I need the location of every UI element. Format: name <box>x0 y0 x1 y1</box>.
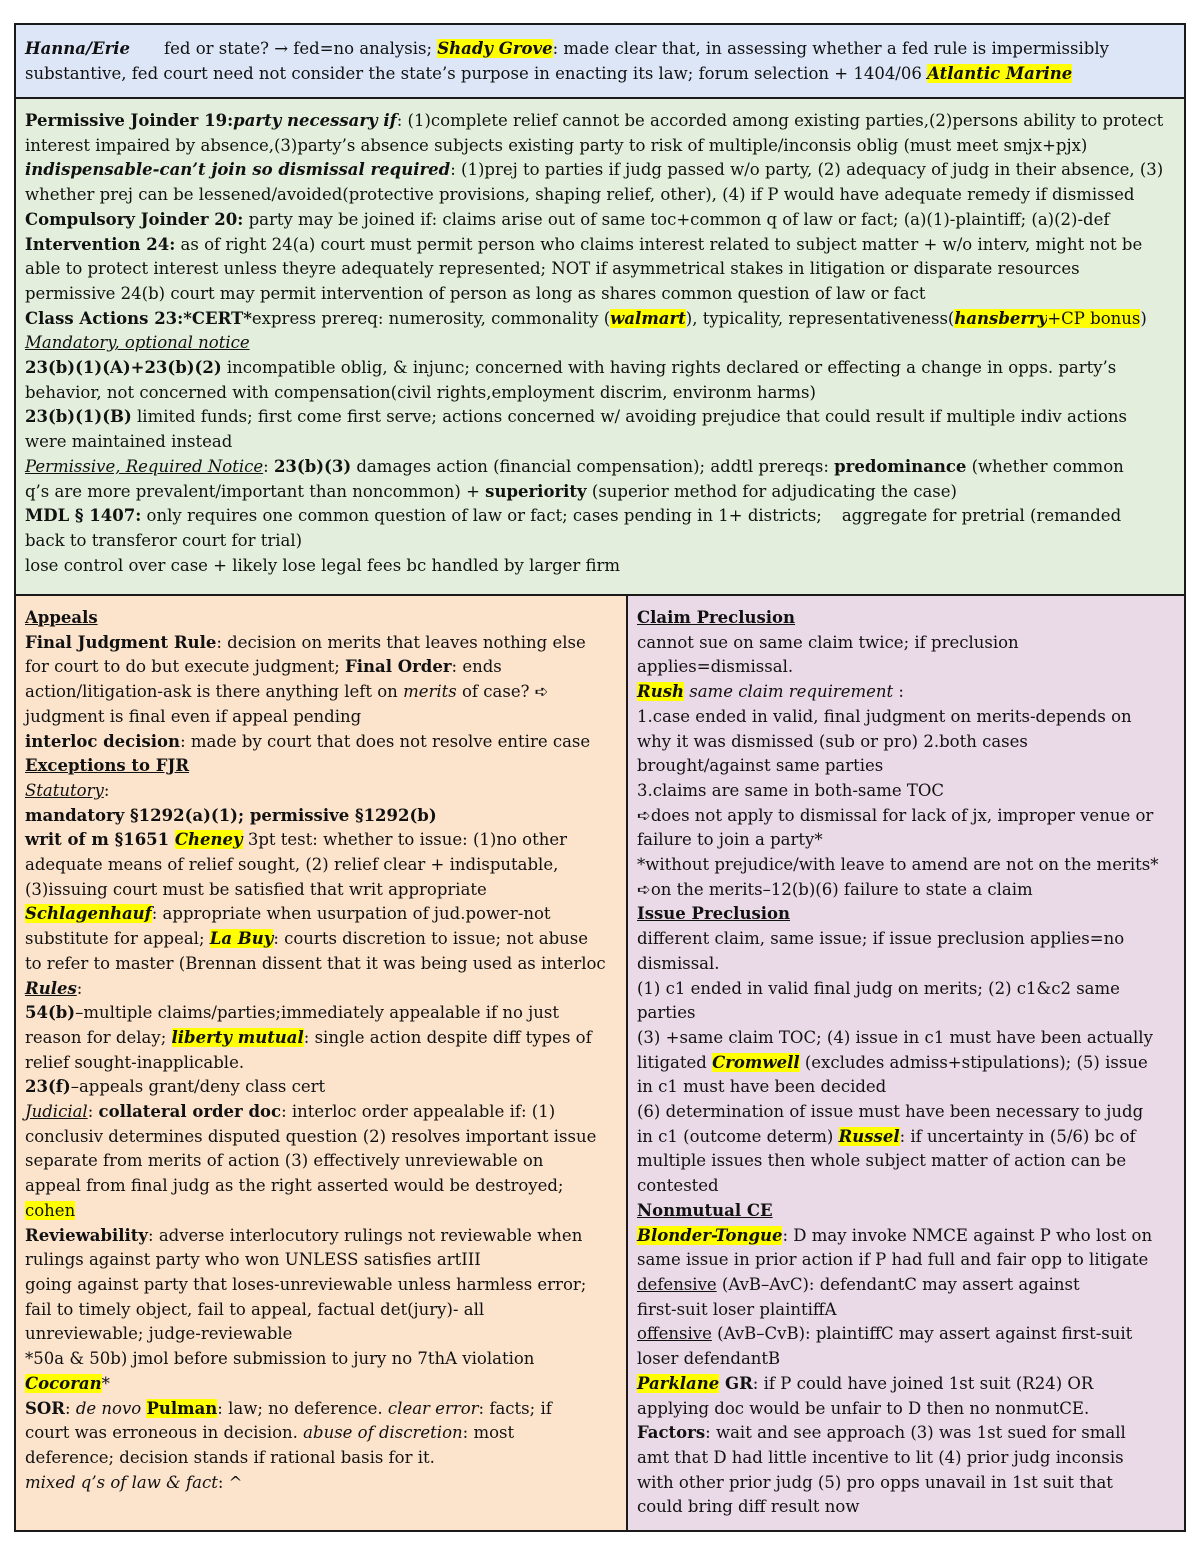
text-run: SOR <box>25 1398 66 1418</box>
text-run: Reviewability <box>25 1225 149 1245</box>
text-run: only requires one common question of law or fact; cases pending in 1+ districts; <box>141 506 822 526</box>
text-line <box>25 282 1176 307</box>
text-run: applying doc would be unfair to D then no nonmutCE. <box>637 1398 1090 1418</box>
text-line <box>25 529 1176 554</box>
case-name-highlight: Rush <box>637 682 684 702</box>
text-run: interloc decision <box>25 731 181 751</box>
text-run: indispensable-can’t join so dismissal required <box>25 160 451 180</box>
text-line <box>637 853 1176 878</box>
text-run: –appeals grant/deny class cert <box>70 1077 326 1097</box>
text-run: : ends <box>451 657 502 677</box>
text-run: Nonmutual CE <box>637 1200 773 1220</box>
text-run: applies=dismissal. <box>637 657 794 677</box>
text-line <box>25 1001 618 1026</box>
text-line <box>637 1174 1176 1199</box>
text-run: with other prior judg (5) pro opps unavail in 1st suit that <box>637 1472 1113 1492</box>
text-run: unreviewable; judge-reviewable <box>25 1324 293 1344</box>
text-run: : D may invoke NMCE against P who lost on <box>782 1225 1153 1245</box>
text-run: 3pt test: whether to issue: (1)no other <box>242 830 567 850</box>
text-run: 23(b)(1)(A)+23(b)(2) <box>25 358 222 378</box>
text-run: express prereq: numerosity, commonality ( <box>251 308 611 328</box>
text-run: fail to timely object, fail to appeal, factual det(jury)- all <box>25 1299 485 1319</box>
text-line <box>637 878 1176 903</box>
text-run: : if uncertainty in (5/6) bc of <box>899 1126 1136 1146</box>
text-line <box>637 1397 1176 1422</box>
text-run: litigated <box>637 1052 713 1072</box>
text-run: incompatible oblig, & injunc; concerned with having rights declared or effecting a change in opps. party’s <box>221 358 1117 378</box>
text-run: court was erroneous in decision. <box>25 1423 304 1443</box>
text-run: : made clear that, in assessing whether a fed rule is impermissibly <box>552 39 1109 58</box>
text-run: lose control over case + likely lose legal fees bc handled by larger firm <box>25 555 621 575</box>
text-run: * <box>101 1373 110 1393</box>
text-run: : if P could have joined 1st suit (R24) OR <box>752 1373 1094 1393</box>
text-line <box>25 455 1176 480</box>
text-line <box>637 631 1176 656</box>
text-run: of case? ➪ <box>456 682 549 702</box>
text-line <box>25 1421 618 1446</box>
text-run: Factors <box>637 1423 706 1443</box>
text-run: loser defendantB <box>637 1349 781 1369</box>
text-line <box>25 1149 618 1174</box>
text-run: amt that D had little incentive to lit (4) prior judg inconsis <box>637 1447 1124 1467</box>
case-name-highlight: Atlantic Marine <box>927 63 1073 83</box>
text-run: same issue in prior action if P had full and fair opp to litigate <box>637 1250 1149 1270</box>
text-run: Final Judgment Rule <box>25 632 217 652</box>
text-line <box>637 952 1176 977</box>
text-line <box>25 1125 618 1150</box>
text-run: : <box>87 1102 99 1122</box>
text-line <box>25 134 1176 159</box>
text-run: action/litigation-ask is there anything left on <box>25 682 404 702</box>
text-run: : made by court that does not resolve entire case <box>180 731 591 751</box>
text-run: : <box>103 780 110 800</box>
text-run: : <box>76 978 83 998</box>
text-run: Issue Preclusion <box>637 904 791 924</box>
case-name-highlight: +CP bonus <box>1047 308 1141 328</box>
text-run: : <box>263 456 274 476</box>
text-run: were maintained instead <box>25 432 233 452</box>
text-line <box>25 1471 618 1496</box>
text-run: 23(b)(3) <box>273 456 352 476</box>
text-line <box>25 853 618 878</box>
text-line <box>25 331 1176 356</box>
section-hanna-erie <box>16 25 1184 99</box>
text-run: (AvB–CvB): plaintiffC may assert against first-suit <box>711 1324 1133 1344</box>
text-run: : appropriate when usurpation of jud.power-not <box>151 904 551 924</box>
text-line <box>637 828 1176 853</box>
text-line <box>25 480 1176 505</box>
text-line <box>25 927 618 952</box>
text-run: in c1 must have been decided <box>637 1077 887 1097</box>
text-run: predominance <box>834 456 967 476</box>
text-line <box>25 430 1176 455</box>
text-run: : single action despite diff types of <box>303 1027 592 1047</box>
text-line <box>25 208 1176 233</box>
case-name-highlight: Cheney <box>174 830 243 850</box>
text-run: (superior method for adjudicating the case) <box>586 481 957 501</box>
text-run: back to transferor court for trial) <box>25 530 303 550</box>
text-run: permissive 24(b) court may permit intervention of person as long as shares common question of law or fact <box>25 283 926 303</box>
text-line <box>25 233 1176 258</box>
text-line <box>25 356 1176 381</box>
text-run: Appeals <box>25 608 98 627</box>
case-name-highlight: Cromwell <box>712 1052 800 1072</box>
text-run: : most <box>462 1423 515 1443</box>
text-run: party necessary if <box>233 111 397 130</box>
text-run: q’s are more prevalent/important than noncommon) + <box>25 481 486 501</box>
text-run: : decision on merits that leaves nothing else <box>216 632 586 652</box>
text-line <box>637 754 1176 779</box>
text-run: superiority <box>485 481 587 501</box>
text-line <box>25 1397 618 1422</box>
text-run: ➪does not apply to dismissal for lack of jx, improper venue or <box>637 805 1154 825</box>
text-run: Final Order <box>345 657 452 677</box>
text-run: : courts discretion to issue; not abuse <box>273 929 588 949</box>
text-line <box>25 1273 618 1298</box>
text-run: rulings against party who won UNLESS satisfies artIII <box>25 1250 481 1270</box>
text-line <box>25 730 618 755</box>
text-run: why it was dismissed (sub or pro) 2.both cases <box>637 731 1028 751</box>
text-run: (whether common <box>966 456 1124 476</box>
text-line <box>25 1051 618 1076</box>
text-run: : ^ <box>217 1472 243 1492</box>
text-run: separate from merits of action (3) effectively unreviewable on <box>25 1151 544 1171</box>
text-line <box>25 1298 618 1323</box>
text-run: in c1 (outcome determ) <box>637 1126 839 1146</box>
text-run: multiple issues then whole subject matter of action can be <box>637 1151 1127 1171</box>
text-run: whether prej can be lessened/avoided(protective provisions, shaping relief, other), (4) if P would have adequate remedy if dismissed <box>25 185 1135 205</box>
text-run: dismissal. <box>637 953 720 973</box>
text-run: Class Actions 23:*CERT* <box>25 308 252 328</box>
case-name-highlight: Pulman <box>146 1398 218 1418</box>
text-line <box>25 631 618 656</box>
text-line <box>637 1322 1176 1347</box>
text-line <box>25 1100 618 1125</box>
text-line <box>637 730 1176 755</box>
text-line <box>25 183 1176 208</box>
case-name-highlight: Parklane <box>637 1373 720 1393</box>
text-run: Permissive, Required Notice <box>25 456 264 476</box>
text-line <box>25 1446 618 1471</box>
text-line <box>637 1248 1176 1273</box>
text-run: *50a & 50b) jmol before submission to jury no 7thA violation <box>25 1349 535 1369</box>
text-run: : (1)complete relief cannot be accorded among existing parties,(2)persons ability to protect <box>396 111 1164 130</box>
text-line <box>25 381 1176 406</box>
text-run: brought/against same parties <box>637 756 884 776</box>
text-line <box>25 1322 618 1347</box>
text-line <box>25 158 1176 183</box>
text-run: (6) determination of issue must have been necessary to judg <box>637 1102 1144 1122</box>
text-run: different claim, same issue; if issue preclusion applies=no <box>637 929 1125 949</box>
case-name-highlight: La Buy <box>209 929 274 949</box>
text-line <box>25 1199 618 1224</box>
text-run: mixed q’s of law & fact <box>25 1472 218 1492</box>
text-run: ), typicality, representativeness( <box>685 308 955 328</box>
case-name-highlight: hansberry <box>954 308 1048 328</box>
text-run: Rules <box>25 978 77 998</box>
text-run: *without prejudice/with leave to amend are not on the merits* <box>637 855 1159 875</box>
text-run: : interloc order appealable if: (1) <box>281 1102 556 1122</box>
text-run: Exceptions to FJR <box>25 756 190 776</box>
text-run: MDL § 1407: <box>25 506 142 526</box>
text-line <box>25 1075 618 1100</box>
outline-page <box>14 23 1186 1532</box>
text-line <box>25 606 618 631</box>
text-run: 54(b) <box>25 1003 76 1023</box>
text-run: fed or state? → fed=no analysis; <box>164 39 438 58</box>
text-run: behavior, not concerned with compensation(civil rights,employment discrim, environm harms) <box>25 382 816 402</box>
text-run: : law; no deference. <box>217 1398 388 1418</box>
text-line <box>25 257 1176 282</box>
text-run: Statutory <box>25 780 104 800</box>
text-run: defensive <box>637 1274 717 1294</box>
text-run: substitute for appeal; <box>25 929 210 949</box>
text-run: reason for delay; <box>25 1027 172 1047</box>
text-run: going against party that loses-unreviewable unless harmless error; <box>25 1274 587 1294</box>
text-run: could bring diff result now <box>637 1497 860 1517</box>
case-name-highlight: liberty mutual <box>171 1027 304 1047</box>
text-run: substantive, fed court need not consider the state’s purpose in enacting its law; forum selection + 1404/06 <box>25 63 928 83</box>
text-line <box>25 1174 618 1199</box>
text-line <box>25 109 1176 134</box>
text-run: merits <box>403 682 457 702</box>
text-line <box>25 680 618 705</box>
text-run: GR <box>719 1373 753 1393</box>
text-run: able to protect interest unless theyre adequately represented; NOT if asymmetrical stakes in litigation or disparate resources <box>25 259 1080 279</box>
text-run: relief sought-inapplicable. <box>25 1052 245 1072</box>
case-name-highlight: Blonder-Tongue <box>637 1225 783 1245</box>
text-line <box>25 828 618 853</box>
text-line <box>25 307 1176 332</box>
text-run: limited funds; first come first serve; actions concerned w/ avoiding prejudice that could result if multiple indiv actions <box>131 407 1127 427</box>
text-line <box>637 1125 1176 1150</box>
text-line <box>637 902 1176 927</box>
case-name-highlight: Russel <box>838 1126 900 1146</box>
text-run: parties <box>637 1003 696 1023</box>
text-line <box>25 754 618 779</box>
text-line <box>25 804 618 829</box>
text-run: : facts; if <box>478 1398 552 1418</box>
text-run: first-suit loser plaintiffA <box>637 1299 837 1319</box>
text-run: as of right 24(a) court must permit person who claims interest related to subject matter + w/o interv, might not be <box>175 234 1143 254</box>
text-run: : wait and see approach (3) was 1st sued for small <box>705 1423 1126 1443</box>
text-run: ) <box>1140 308 1147 328</box>
text-run: Judicial <box>25 1102 88 1122</box>
text-run: 1.case ended in valid, final judgment on merits-depends on <box>637 706 1132 726</box>
text-run: contested <box>637 1176 719 1196</box>
text-run: 23(f) <box>25 1077 71 1097</box>
text-run: (3)issuing court must be satisfied that writ appropriate <box>25 879 487 899</box>
text-run: deference; decision stands if rational basis for it. <box>25 1447 435 1467</box>
text-line <box>25 1224 618 1249</box>
case-name-highlight: cohen <box>25 1200 76 1220</box>
section-preclusion <box>628 596 1184 1530</box>
text-run: de novo <box>75 1398 142 1418</box>
text-run: failure to join a party* <box>637 830 823 850</box>
text-line <box>25 37 1176 62</box>
text-line <box>25 779 618 804</box>
text-line <box>637 1273 1176 1298</box>
text-line <box>637 1026 1176 1051</box>
case-name-highlight: walmart <box>610 308 686 328</box>
text-line <box>25 554 1176 579</box>
text-run: Permissive Joinder 19: <box>25 111 234 130</box>
text-run: judgment is final even if appeal pending <box>25 706 362 726</box>
text-line <box>25 878 618 903</box>
text-run: ➪on the merits–12(b)(6) failure to state a claim <box>637 879 1033 899</box>
text-run: aggregate for pretrial (remanded <box>841 506 1122 526</box>
text-line <box>637 1100 1176 1125</box>
text-line <box>25 1347 618 1372</box>
text-run: adequate means of relief sought, (2) relief clear + indisputable, <box>25 855 559 875</box>
text-run: Intervention 24: <box>25 234 176 254</box>
text-run: to refer to master (Brennan dissent that it was being used as interloc <box>25 953 606 973</box>
text-run: offensive <box>637 1324 712 1344</box>
text-run: Mandatory, optional notice <box>25 333 250 353</box>
text-run: cannot sue on same claim twice; if preclusion <box>637 632 1019 652</box>
text-run: –multiple claims/parties;immediately appealable if no just <box>75 1003 560 1023</box>
text-line <box>25 504 1176 529</box>
text-run: (AvB–AvC): defendantC may assert against <box>716 1274 1080 1294</box>
text-line <box>637 1224 1176 1249</box>
text-run: mandatory §1292(a)(1); permissive §1292(b) <box>25 805 437 825</box>
text-line <box>637 606 1176 631</box>
text-line <box>637 977 1176 1002</box>
text-line <box>637 680 1176 705</box>
text-line <box>637 1149 1176 1174</box>
text-run: Claim Preclusion <box>637 608 796 627</box>
text-run: same claim requirement <box>689 682 894 702</box>
text-run: Hanna/Erie <box>25 39 131 58</box>
text-line <box>637 1051 1176 1076</box>
text-run: interest impaired by absence,(3)party’s absence subjects existing party to risk of multiple/inconsis oblig (must meet smjx+pjx) <box>25 135 1088 155</box>
text-line <box>25 655 618 680</box>
text-line <box>637 1421 1176 1446</box>
text-line <box>637 705 1176 730</box>
text-line <box>25 1026 618 1051</box>
text-line <box>637 1446 1176 1471</box>
text-run: Compulsory Joinder 20: <box>25 209 244 229</box>
text-line <box>637 779 1176 804</box>
text-line <box>25 1248 618 1273</box>
text-run: : <box>893 682 904 702</box>
text-run: conclusiv determines disputed question (2) resolves important issue <box>25 1126 597 1146</box>
text-line <box>637 655 1176 680</box>
text-line <box>25 952 618 977</box>
text-line <box>637 927 1176 952</box>
text-line <box>25 902 618 927</box>
text-line <box>637 1199 1176 1224</box>
text-line <box>25 405 1176 430</box>
text-run: damages action (financial compensation); addtl prereqs: <box>351 456 835 476</box>
section-appeals <box>16 596 628 1530</box>
text-run: (1) c1 ended in valid final judg on merits; (2) c1&c2 same <box>637 978 1120 998</box>
text-run: writ of m §1651 <box>25 830 175 850</box>
text-line <box>25 1372 618 1397</box>
text-line <box>637 1495 1176 1520</box>
text-run: : (1)prej to parties if judg passed w/o party, (2) adequacy of judg in their absence, (3) <box>450 160 1164 180</box>
text-run: 23(b)(1)(B) <box>25 407 132 427</box>
text-run: 3.claims are same in both-same TOC <box>637 780 945 800</box>
text-line <box>637 1347 1176 1372</box>
text-run: abuse of discretion <box>303 1423 463 1443</box>
text-line <box>25 705 618 730</box>
text-run: : <box>65 1398 76 1418</box>
text-line <box>637 1372 1176 1397</box>
text-run: (excludes admiss+stipulations); (5) issue <box>799 1052 1148 1072</box>
text-line <box>25 977 618 1002</box>
text-line <box>25 62 1176 87</box>
text-line <box>637 1075 1176 1100</box>
text-line <box>637 1001 1176 1026</box>
text-run: appeal from final judg as the right asserted would be destroyed; <box>25 1176 564 1196</box>
case-name-highlight: Schlagenhauf <box>25 904 152 924</box>
text-line <box>637 1471 1176 1496</box>
text-run: clear error <box>387 1398 479 1418</box>
text-line <box>637 804 1176 829</box>
text-run: collateral order doc <box>98 1102 282 1122</box>
text-run: (3) +same claim TOC; (4) issue in c1 must have been actually <box>637 1027 1153 1047</box>
case-name-highlight: Shady Grove <box>437 39 553 58</box>
case-name-highlight: Cocoran <box>25 1373 102 1393</box>
section-joinder-class-actions <box>16 99 1184 596</box>
text-run: : adverse interlocutory rulings not reviewable when <box>148 1225 583 1245</box>
text-line <box>637 1298 1176 1323</box>
text-run: party may be joined if: claims arise out of same toc+common q of law or fact; (a)(1)-plaintiff; (a)(2)-def <box>243 209 1110 229</box>
text-run: for court to do but execute judgment; <box>25 657 346 677</box>
